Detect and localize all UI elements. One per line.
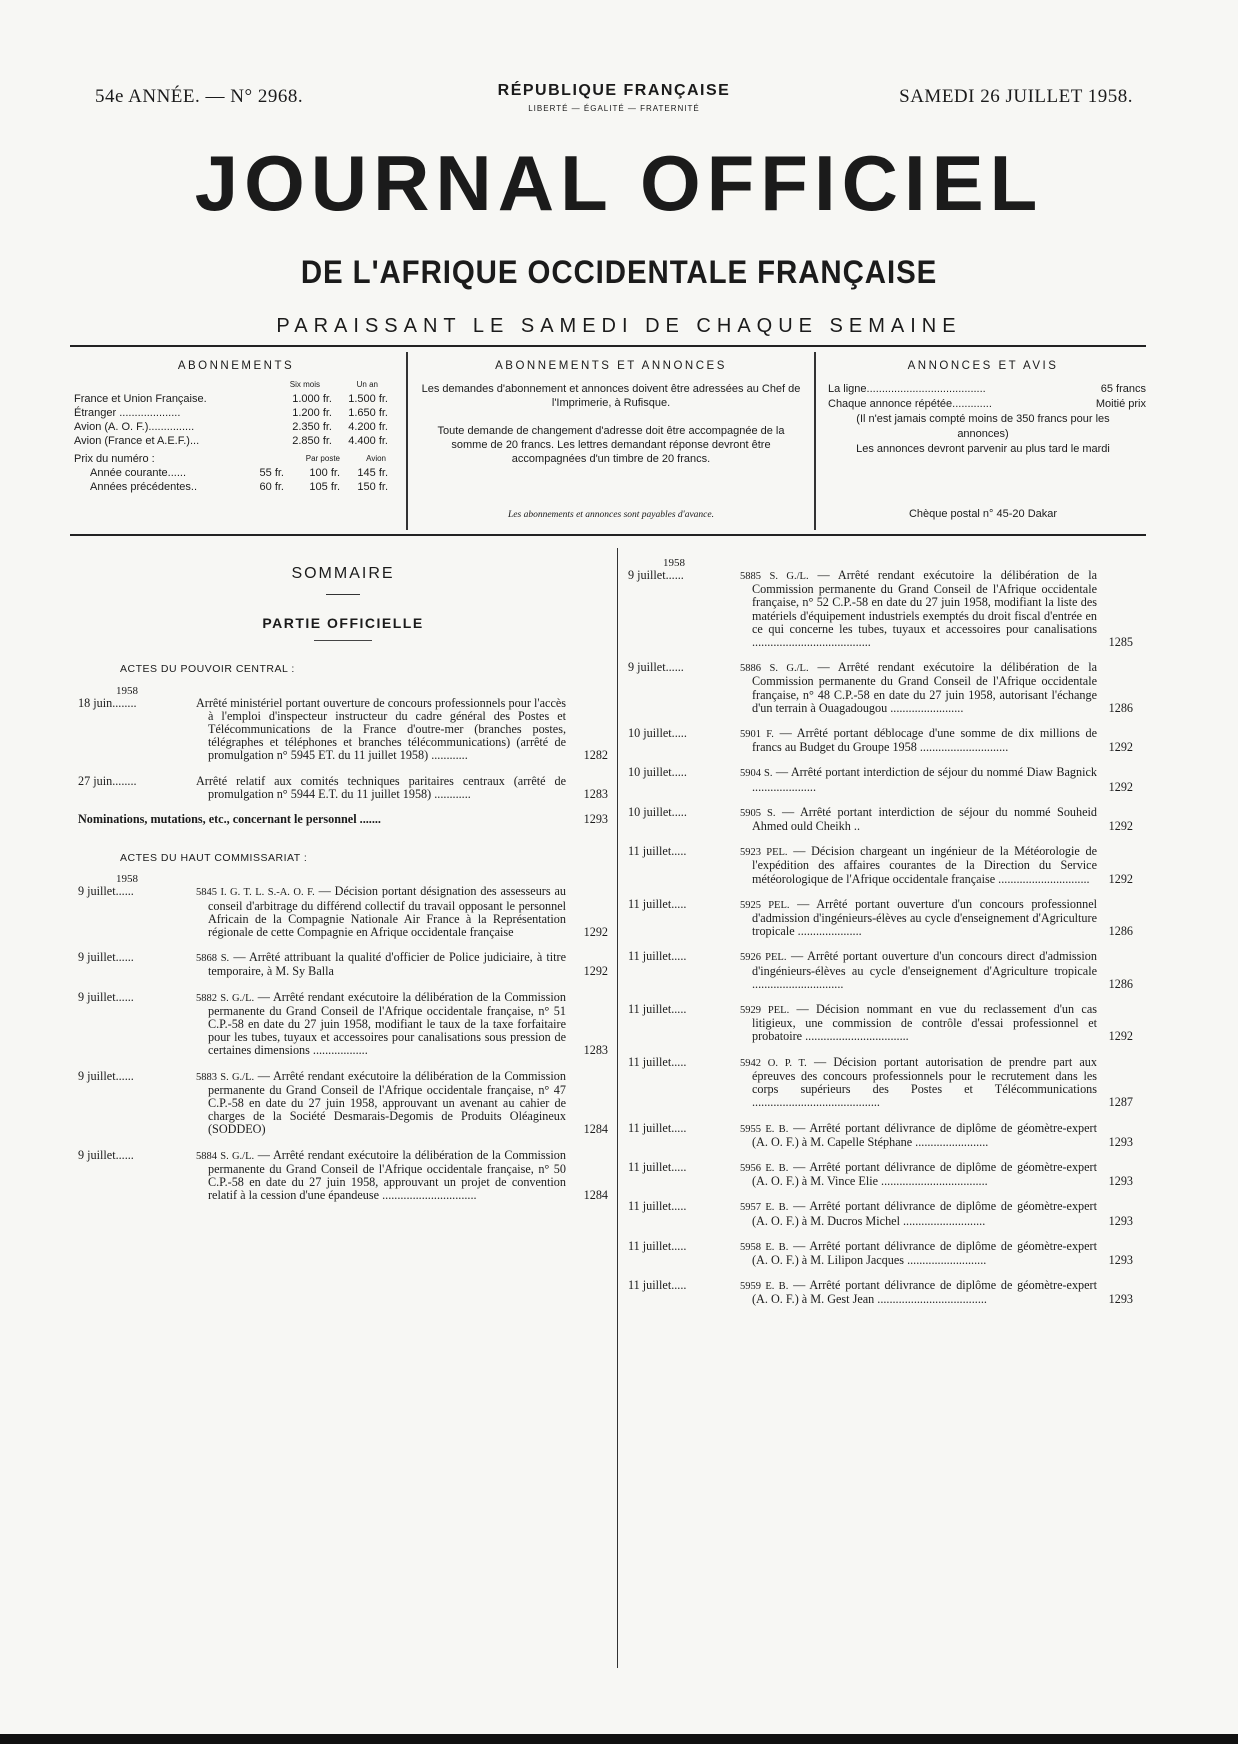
top-rule [70,345,1146,347]
entry-page: 1284 [583,1122,608,1137]
tarif-ligne-row [820,382,1146,397]
entry-date: 9 juillet...... [78,951,134,965]
entry-text [196,991,566,1058]
list-item [628,806,1133,833]
entry-date: 11 juillet..... [628,1121,687,1135]
tarif-repetee-row [820,397,1146,412]
row-un-an: 1.500 fr. [348,393,388,405]
entry-page: 1293 [1108,1213,1133,1228]
list-item [628,1003,1133,1044]
entry-page: 1292 [1108,1029,1133,1044]
issue-date: SAMEDI 26 JUILLET 1958. [899,86,1133,107]
entry-text [740,845,1097,886]
entry-code: 5957 E. B. [740,1202,789,1214]
abonnements-annonces-p2: Toute demande de changement d'adresse doit être accompagnée de la somme de 20 francs. Les lettres demandant réponse devront être accompagnées d'un timbre de 20 francs. [437,425,785,465]
prix-header-row [70,452,402,466]
entry-body: — Décision portant désignation des assesseurs au conseil d'arbitrage du différend collectif du travail opposant le personnel Africain de la Compagnie Nationale Air France à la Représentation régionale de cette Compagnie en Afrique occidentale française [208,884,566,940]
prix-row-label: Année courante...... [90,467,187,479]
entry-body: — Arrêté portant interdiction de séjour du nommé Souheid Ahmed ould Cheikh .. [752,804,1098,834]
entry-page: 1282 [583,748,608,763]
section-pouvoir-central: ACTES DU POUVOIR CENTRAL : [120,663,295,676]
entry-date: 11 juillet..... [628,950,687,964]
entry-body: — Arrêté rendant exécutoire la délibération de la Commission permanente du Grand Conseil de l'Afrique occidentale française, n° 48 C.P.-58 en date du 27 juin 1958, autorisant l'échange d'un terrain à Ouagadougou ........................ [752,660,1098,715]
entry-page: 1293 [1108,1174,1133,1189]
entry-text: Arrêté ministériel portant ouverture de concours professionnels pour l'accès à l'emploi d'inspecteur instructeur du cadre général des Postes et Télécommunications de la France d'outre-mer (branches postes, télégraphes et téléphones et branches télécommunications) (arrêté de promulgation n° 5945 ET. du 11 juillet 1958) ............ [196,695,566,763]
partie-officielle-title: PARTIE OFFICIELLE [262,615,424,632]
entry-code: 5955 E. B. [740,1123,789,1135]
entry-body: — Arrêté portant ouverture d'un concours professionnel d'admission d'ingénieurs-élèves au cycle d'enseignement d'Agriculture tropicale ..................... [752,896,1097,939]
list-item [628,569,1133,649]
sommaire-right-column [628,545,1133,1319]
entry-date: 9 juillet...... [78,885,134,899]
list-item [628,661,1133,715]
entry-date: 9 juillet...... [78,990,134,1004]
republic-title: RÉPUBLIQUE FRANÇAISE [497,82,731,99]
row-label: France et Union Française. [74,393,207,405]
list-item [628,1122,1133,1149]
entry-date: 11 juillet..... [628,1279,687,1293]
year-label: 1958 [116,873,138,886]
entry-date: 11 juillet..... [628,897,687,911]
entry-text [740,1056,1097,1110]
entry-text [196,885,566,939]
entry-page: 1292 [1108,871,1133,886]
entry-page: 1292 [1108,740,1133,755]
list-item [78,697,608,763]
abonnements-annonces-box [406,352,816,530]
entry-text [196,1149,566,1203]
entry-date: 11 juillet..... [628,845,687,859]
list-item [628,845,1133,886]
entry-text [196,1070,566,1137]
prix-row-avion: 145 fr. [357,467,388,479]
tarif-ligne-value: 65 francs [1100,383,1146,395]
top-header [95,82,1133,122]
republic-motto: LIBERTÉ — ÉGALITÉ — FRATERNITÉ [528,104,700,113]
prix-row-label: Années précédentes.. [90,481,198,493]
page-bottom-edge [0,1734,1238,1744]
entry-text [740,1279,1097,1306]
list-item [78,775,608,801]
entry-date: 10 juillet..... [628,805,687,819]
tarif-note: (Il n'est jamais compté moins de 350 francs pour les annonces) [856,413,1110,440]
entry-body: — Arrêté portant délivrance de diplôme de géomètre-expert (A. O. F.) à M. Capelle Stéphane ........................ [752,1120,1097,1149]
year-label: 1958 [116,684,138,697]
prix-row-poste: 100 fr. [309,467,340,479]
prix-row-base: 60 fr. [259,481,284,493]
info-boxes [70,352,1146,532]
entry-page: 1293 [1108,1134,1133,1149]
abonnement-row [70,434,402,448]
tarif-repetee-label: Chaque annonce répétée............. [828,398,992,410]
abonnements-title: ABONNEMENTS [177,360,295,372]
entry-text: Arrêté relatif aux comités techniques paritaires centraux (arrêté de promulgation n° 5944 E.T. du 11 juillet 1958) ............ [196,773,566,801]
entry-body: — Décision chargeant un ingénieur de la Météorologie de l'expédition des affaires courantes de la Direction du Service météorologique de l'Afrique occidentale française .............................. [752,844,1098,886]
row-six-mois: 2.350 fr. [292,421,332,433]
entry-body: — Arrêté rendant exécutoire la délibération de la Commission permanente du Grand Conseil de l'Afrique occidentale française, n° 52 C.P.-58 en date du 27 juin 1958, modifiant la liste des matériels d'équipement industriels exemptés du droit fiscal d'entrée en ce qui concerne les tubes, tuyaux et accessoires pour canalisations ....................................... [752,568,1098,650]
row-un-an: 4.200 fr. [348,421,388,433]
row-un-an: 1.650 fr. [348,407,388,419]
entry-text [740,1003,1097,1044]
masthead-tagline: PARAISSANT LE SAMEDI DE CHAQUE SEMAINE [276,315,962,337]
entry-code: 5904 S. [740,768,773,780]
entry-code: 5901 F. [740,729,774,741]
prix-row [70,480,402,494]
entry-text [740,950,1097,991]
entry-text [740,806,1097,833]
entry-body: — Arrêté portant délivrance de diplôme de géomètre-expert (A. O. F.) à M. Vince Elie ................................... [752,1159,1097,1189]
entry-date: 27 juin........ [78,774,137,788]
abonnement-row [70,406,402,420]
entry-text [740,1161,1097,1188]
cheque-postal: Chèque postal n° 45-20 Dakar [908,508,1058,520]
entry-page: 1285 [1108,635,1133,650]
entry-date: 18 juin........ [78,696,137,710]
entry-code: 5884 S. G./L. [196,1150,255,1162]
entry-page: 1292 [1108,819,1133,834]
annonces-avis-title: ANNONCES ET AVIS [907,360,1059,372]
prix-row-base: 55 fr. [259,467,284,479]
list-item [628,950,1133,991]
nominations-text: Nominations, mutations, etc., concernant le personnel ....... [78,812,381,827]
entry-code: 5942 O. P. T. [740,1057,807,1069]
list-item [628,1056,1133,1110]
entry-page: 1283 [583,1043,608,1058]
list-item [78,1070,608,1137]
entry-code: 5925 PEL. [740,899,790,911]
list-item [628,727,1133,754]
annonces-avis-box [820,352,1146,530]
list-item [628,1161,1133,1188]
entry-body: — Décision portant autorisation de prendre part aux épreuves des concours professionnels pour le recrutement dans les corps supérieurs des Postes et Télécommunications .......................................... [752,1054,1097,1110]
tarif-repetee-value: Moitié prix [1095,398,1146,410]
entry-page: 1293 [1108,1292,1133,1307]
entry-text [740,1240,1097,1267]
list-item [78,1149,608,1203]
sommaire-dash [326,594,360,595]
entry-body: — Arrêté portant délivrance de diplôme de géomètre-expert (A. O. F.) à M. Lilipon Jacques .......................... [752,1238,1097,1267]
entry-date: 11 juillet..... [628,1003,687,1017]
col-head-un-an: Un an [356,380,378,389]
entry-page: 1292 [1108,779,1133,794]
row-label: Étranger .................... [74,407,181,419]
sommaire-title: SOMMAIRE [291,565,395,582]
entry-text [740,766,1097,793]
partie-dash [314,640,372,641]
prix-row-avion: 150 fr. [357,481,388,493]
entry-date: 11 juillet..... [628,1239,687,1253]
nominations-line [78,813,608,826]
entry-date: 11 juillet..... [628,1200,687,1214]
entry-code: 5956 E. B. [740,1162,789,1174]
prix-row-poste: 105 fr. [309,481,340,493]
entry-date: 9 juillet...... [78,1069,134,1083]
entry-body: — Arrêté portant délivrance de diplôme de géomètre-expert (A. O. F.) à M. Ducros Michel ........................... [752,1199,1097,1228]
entry-text [740,661,1097,715]
list-item [78,991,608,1058]
row-six-mois: 1.000 fr. [292,393,332,405]
abonnements-annonces-p1: Les demandes d'abonnement et annonces doivent être adressées au Chef de l'Imprimerie, à Rufisque. [421,383,801,409]
annonces-deadline: Les annonces devront parvenir au plus tard le mardi [856,443,1110,455]
col-head-six-mois: Six mois [289,380,320,389]
year-label: 1958 [663,557,685,569]
prix-head-avion: Avion [366,454,386,463]
entry-body: — Décision nommant en vue du reclassement d'un cas litigieux, une commission de contrôle d'essai professionnel et probatoire .................................. [752,1002,1097,1044]
entry-date: 11 juillet..... [628,1055,687,1069]
masthead-subtitle: DE L'AFRIQUE OCCIDENTALE FRANÇAISE [300,254,938,290]
list-item [628,1279,1133,1306]
entry-text [740,1122,1097,1149]
entry-page: 1284 [583,1188,608,1203]
row-six-mois: 2.850 fr. [292,435,332,447]
abonnement-row [70,420,402,434]
entry-page: 1283 [583,786,608,801]
prix-row [70,466,402,480]
row-label: Avion (A. O. F.)............... [74,421,195,433]
column-divider [617,548,618,1668]
entry-body: — Arrêté portant délivrance de diplôme de géomètre-expert (A. O. F.) à M. Gest Jean .................................... [752,1278,1097,1307]
entry-page: 1292 [583,925,608,940]
entry-text [740,1200,1097,1227]
entry-body: — Arrêté portant ouverture d'un concours direct d'admission d'ingénieurs-élèves au cycle d'enseignement d'Agriculture tropicale .............................. [752,949,1097,991]
entry-code: 5883 S. G./L. [196,1071,255,1083]
abonnements-col-heads [70,380,402,392]
issue-number: 54e ANNÉE. — N° 2968. [95,86,304,107]
tarif-ligne-label: La ligne....................................... [828,383,986,395]
row-un-an: 4.400 fr. [348,435,388,447]
abonnements-annonces-title: ABONNEMENTS ET ANNONCES [495,360,727,372]
entry-date: 11 juillet..... [628,1160,687,1174]
sommaire-left-column [78,545,608,1215]
entry-code: 5926 PEL. [740,952,787,964]
entry-body: — Arrêté portant déblocage d'une somme de dix millions de francs au Budget du Groupe 1958 ............................. [752,726,1098,755]
list-item [628,1240,1133,1267]
entry-body: — Arrêté rendant exécutoire la délibération de la Commission permanente du Grand Conseil de l'Afrique occidentale française, n° 50 C.P.-58 en date du 27 juin 1958, approuvant un projet de convention relatif à la cession d'une épandeuse ............................... [208,1147,566,1203]
prix-head-par-poste: Par poste [305,454,340,463]
abonnement-row [70,392,402,406]
entry-body: — Arrêté attribuant la qualité d'officier de Police judiciaire, à titre temporaire, à M. Sy Balla [208,950,566,979]
entry-date: 9 juillet...... [78,1148,134,1162]
entry-body: — Arrêté rendant exécutoire la délibération de la Commission permanente du Grand Conseil de l'Afrique occidentale française, n° 51 C.P.-58 en date du 27 juin 1958, modifiant le taux de la taxe forfaitaire pour les tubes, tuyaux et accessoires pour canalisations sous pression de certaines dimensions .................. [208,989,566,1058]
row-six-mois: 1.200 fr. [292,407,332,419]
entry-code: 5845 I. G. T. L. S.-A. O. F. [196,887,315,899]
entry-code: 5958 E. B. [740,1241,789,1253]
list-item [628,766,1133,793]
entry-page: 1286 [1108,700,1133,715]
row-label: Avion (France et A.E.F.)... [74,435,200,447]
masthead-title: JOURNAL OFFICIEL [194,139,1044,227]
entry-text [196,951,566,978]
list-item [78,885,608,939]
list-item [78,951,608,978]
entry-date: 9 juillet...... [628,569,684,582]
nominations-page: 1293 [583,812,608,827]
entry-code: 5905 S. [740,807,776,819]
entry-code: 5868 S. [196,953,230,965]
abonnements-annonces-foot: Les abonnements et annonces sont payables d'avance. [508,510,714,520]
entry-body: — Arrêté rendant exécutoire la délibération de la Commission permanente du Grand Conseil de l'Afrique occidentale française, n° 47 C.P.-58 en date du 27 juin 1958, approuvant un avenant au cahier de charges de la Société Desmarais-Degomis de Produits Oléagineux (SODDEO) [208,1068,566,1137]
entry-code: 5882 S. G./L. [196,992,255,1004]
entry-body: — Arrêté portant interdiction de séjour du nommé Diaw Bagnick ..................... [752,765,1098,794]
entry-date: 10 juillet..... [628,727,687,741]
entry-text [740,727,1097,754]
list-item [628,1200,1133,1227]
entry-date: 10 juillet..... [628,766,687,780]
entry-page: 1287 [1108,1095,1133,1110]
entry-page: 1286 [1108,976,1133,991]
entry-code: 5923 PEL. [740,847,788,859]
section-haut-commissariat: ACTES DU HAUT COMMISSARIAT : [120,852,308,865]
entry-page: 1286 [1108,924,1133,939]
entry-text [740,898,1097,939]
entry-date: 9 juillet...... [628,661,684,675]
entry-code: 5886 S. G./L. [740,663,809,675]
prix-label: Prix du numéro : [74,453,155,465]
entry-code: 5885 S. G./L. [740,571,809,582]
abonnements-box [70,352,402,530]
entry-page: 1293 [1108,1252,1133,1267]
entry-text [740,569,1097,649]
entry-code: 5929 PEL. [740,1005,790,1017]
entry-page: 1292 [583,964,608,979]
boxes-bottom-rule [70,534,1146,536]
entry-code: 5959 E. B. [740,1281,789,1293]
list-item [628,898,1133,939]
